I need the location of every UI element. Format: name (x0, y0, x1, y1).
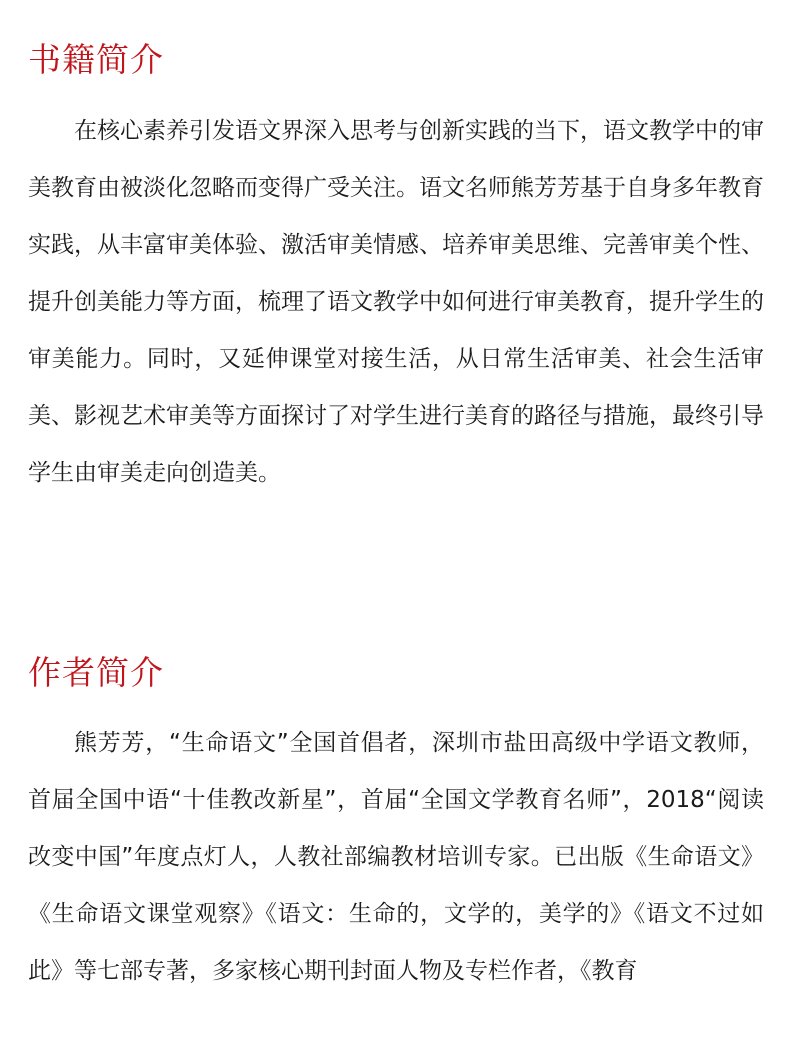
author-intro-paragraph: 熊芳芳，“生命语文”全国首倡者，深圳市盐田高级中学语文教师，首届全国中语“十佳教改新星”，首届“全国文学教育名师”，2018“阅读改变中国”年度点灯人，人教社部编教材培训专家。已出版《生命语文》《生命语文课堂观察》《语文：生命的，文学的，美学的》《语文不过如此》等七部专著，多家核心期刊封面人物及专栏作者，《教育 (28, 730, 764, 984)
book-intro-heading: 书籍简介 (28, 40, 164, 79)
author-intro-heading: 作者简介 (28, 653, 164, 692)
book-intro-paragraph: 在核心素养引发语文界深入思考与创新实践的当下，语文教学中的审美教育由被淡化忽略而变得广受关注。语文名师熊芳芳基于自身多年教育实践，从丰富审美体验、激活审美情感、培养审美思维、完善审美个性、提升创美能力等方面，梳理了语文教学中如何进行审美教育，提升学生的审美能力。同时，又延伸课堂对接生活，从日常生活审美、社会生活审美、影视艺术审美等方面探讨了对学生进行美育的路径与措施，最终引导学生由审美走向创造美。 (28, 118, 764, 486)
